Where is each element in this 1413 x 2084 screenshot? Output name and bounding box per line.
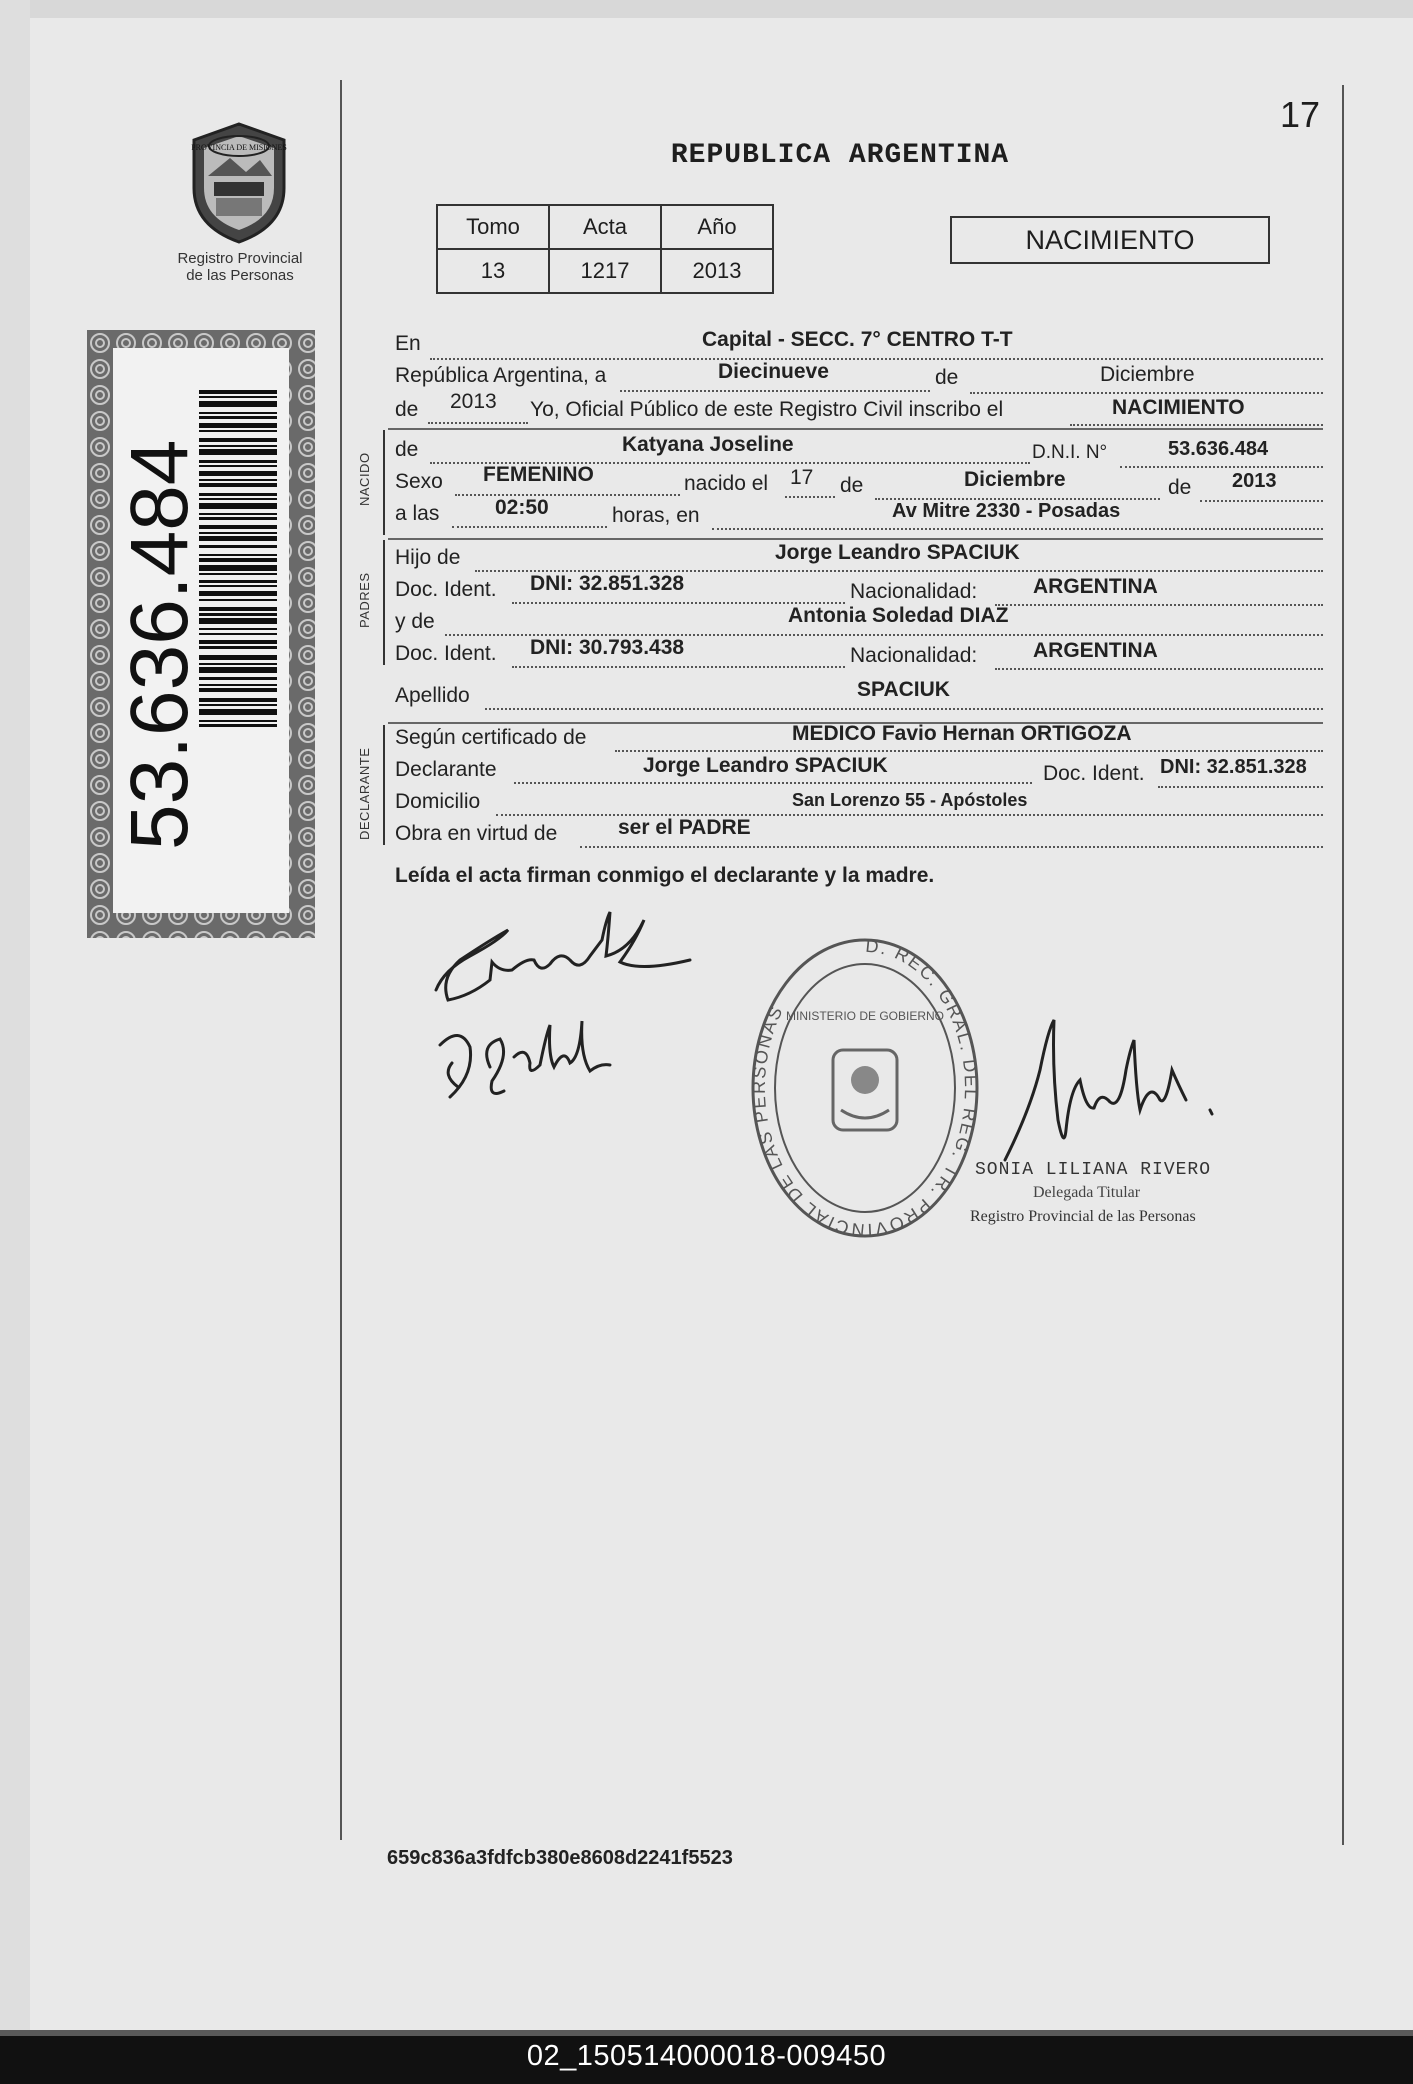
dotted-line bbox=[1158, 786, 1323, 788]
dotted-line bbox=[995, 604, 1323, 606]
section-label-nacido: NACIDO bbox=[357, 452, 372, 506]
value-mother: Antonia Soledad DIAZ bbox=[788, 604, 1009, 627]
dotted-line bbox=[1200, 500, 1323, 502]
label-declarante: Declarante bbox=[395, 758, 497, 781]
barcode-bar bbox=[199, 599, 277, 601]
barcode-bar bbox=[199, 449, 277, 455]
barcode-bar bbox=[199, 628, 277, 630]
barcode-bar bbox=[199, 667, 277, 673]
barcode-bar bbox=[199, 423, 277, 428]
value-dni: 53.636.484 bbox=[1168, 438, 1269, 460]
label-hijo-de: Hijo de bbox=[395, 546, 461, 569]
label-nacionalidad-mother: Nacionalidad: bbox=[850, 644, 978, 667]
label-horas: horas, en bbox=[612, 504, 700, 527]
registry-header-acta: Acta bbox=[549, 205, 661, 249]
label-sexo: Sexo bbox=[395, 470, 443, 493]
dotted-line bbox=[514, 782, 1032, 784]
value-mother-nat: ARGENTINA bbox=[1033, 639, 1158, 662]
side-barcode-panel bbox=[87, 330, 315, 938]
value-father: Jorge Leandro SPACIUK bbox=[775, 541, 1020, 564]
label-year-prefix: de bbox=[395, 398, 419, 421]
barcode-bar bbox=[199, 445, 277, 447]
value-year: 2013 bbox=[450, 390, 497, 413]
label-oficial: Yo, Oficial Público de este Registro Civil inscribo el bbox=[530, 398, 1004, 421]
registry-header-ano: Año bbox=[661, 205, 773, 249]
barcode-bar bbox=[199, 720, 277, 722]
dotted-line bbox=[970, 392, 1323, 394]
barcode-bar bbox=[199, 655, 277, 660]
official-name: SONIA LILIANA RIVERO bbox=[975, 1160, 1212, 1180]
barcode-bar bbox=[199, 677, 277, 680]
barcode-bar bbox=[199, 503, 277, 509]
page-number: 17 bbox=[1280, 94, 1321, 135]
stamp-ring-text: D. REC. GRAL. DEL REG. TR. PROVINCIAL DE LAS PERSONAS bbox=[748, 935, 982, 1241]
registry-table bbox=[436, 204, 774, 294]
barcode-bar bbox=[199, 412, 277, 414]
stamp-inner-text: MINISTERIO DE GOBIERNO bbox=[785, 1009, 945, 1023]
dotted-line bbox=[615, 750, 1323, 752]
logo-seal-text: PROVINCIA DE MISIONES bbox=[191, 143, 287, 152]
logo-caption-line1: Registro Provincial bbox=[177, 250, 303, 267]
barcode-bar bbox=[199, 565, 277, 571]
label-de-2: de bbox=[840, 474, 864, 497]
barcode-bar bbox=[199, 688, 277, 692]
label-nacido-el: nacido el bbox=[684, 472, 769, 495]
barcode-bar bbox=[199, 498, 277, 500]
dotted-line bbox=[620, 390, 930, 392]
dotted-line bbox=[580, 846, 1323, 848]
label-a-las: a las bbox=[395, 502, 440, 525]
declarant-signature bbox=[430, 900, 700, 1020]
label-nacionalidad-father: Nacionalidad: bbox=[850, 580, 978, 603]
label-republica: República Argentina, a bbox=[395, 364, 607, 387]
dotted-line bbox=[712, 528, 1323, 530]
barcode-bar bbox=[199, 704, 277, 706]
label-nacido-de: de bbox=[395, 438, 419, 461]
dotted-line bbox=[485, 708, 1323, 710]
province-logo bbox=[180, 118, 298, 248]
dotted-line bbox=[995, 668, 1323, 670]
label-de: de bbox=[935, 366, 959, 389]
registry-table-header bbox=[437, 205, 773, 249]
document-title: REPUBLICA ARGENTINA bbox=[670, 140, 1010, 171]
value-father-doc: DNI: 32.851.328 bbox=[530, 572, 685, 595]
closing-statement: Leída el acta firman conmigo el declarante y la madre. bbox=[395, 864, 935, 887]
barcode-bar bbox=[199, 483, 277, 487]
barcode-bar bbox=[199, 465, 277, 467]
value-sexo: FEMENINO bbox=[483, 463, 594, 486]
barcode-bar bbox=[199, 646, 277, 649]
value-obra: ser el PADRE bbox=[618, 816, 751, 839]
separator-2 bbox=[388, 538, 1323, 540]
value-event: NACIMIENTO bbox=[1112, 396, 1245, 419]
official-signature bbox=[1000, 1010, 1250, 1170]
official-office: Registro Provincial de las Personas bbox=[970, 1208, 1196, 1225]
barcode-number: 53.636.484 bbox=[114, 439, 205, 850]
mother-signature bbox=[430, 1005, 630, 1105]
barcode-bar bbox=[199, 390, 277, 394]
barcode-bar bbox=[199, 580, 277, 583]
barcode-bar bbox=[199, 558, 277, 562]
label-en: En bbox=[395, 332, 421, 355]
barcode-bar bbox=[199, 663, 277, 665]
value-declarante: Jorge Leandro SPACIUK bbox=[643, 754, 888, 777]
barcode-bar bbox=[199, 517, 277, 520]
value-time: 02:50 bbox=[495, 496, 549, 519]
dotted-line bbox=[452, 526, 607, 528]
left-frame-line bbox=[340, 80, 342, 1840]
barcode-bar bbox=[199, 607, 277, 611]
label-domicilio: Domicilio bbox=[395, 790, 481, 813]
barcode-bar bbox=[199, 536, 277, 541]
barcode-bar bbox=[199, 430, 277, 432]
value-birth-year: 2013 bbox=[1232, 470, 1277, 492]
barcode-bar bbox=[199, 613, 277, 616]
footer-file-id: 02_150514000018-009450 bbox=[526, 2040, 887, 2072]
value-place: Capital - SECC. 7° CENTRO T-T bbox=[702, 328, 1013, 351]
section-label-declarante: DECLARANTE bbox=[357, 747, 372, 840]
barcode-bar bbox=[199, 709, 277, 715]
barcode-bar bbox=[199, 554, 277, 556]
registry-header-tomo: Tomo bbox=[437, 205, 549, 249]
value-father-nat: ARGENTINA bbox=[1033, 575, 1158, 598]
barcode-bar bbox=[199, 698, 277, 702]
logo-caption-line2: de las Personas bbox=[186, 267, 294, 284]
barcode-bar bbox=[199, 416, 277, 419]
value-declarante-doc: DNI: 32.851.328 bbox=[1160, 756, 1307, 778]
label-de-3: de bbox=[1168, 476, 1192, 499]
section-label-padres: PADRES bbox=[357, 572, 372, 628]
dotted-line bbox=[785, 496, 835, 498]
barcode-bar bbox=[199, 493, 277, 496]
barcode-bar bbox=[199, 396, 277, 398]
label-obra: Obra en virtud de bbox=[395, 822, 558, 845]
value-birth-place: Av Mitre 2330 - Posadas bbox=[892, 500, 1121, 522]
barcode-bar bbox=[199, 532, 277, 534]
logo-caption bbox=[160, 250, 320, 284]
value-mother-doc: DNI: 30.793.438 bbox=[530, 636, 685, 659]
label-doc-ident-declarante: Doc. Ident. bbox=[1043, 762, 1145, 785]
label-apellido: Apellido bbox=[395, 684, 470, 707]
dotted-line bbox=[512, 666, 845, 668]
barcode-bar bbox=[199, 591, 277, 596]
nacido-bracket bbox=[383, 430, 385, 535]
barcode-bar bbox=[199, 513, 277, 515]
page-top-edge bbox=[0, 0, 1413, 18]
dotted-line bbox=[455, 494, 680, 496]
barcode-bar bbox=[199, 545, 277, 548]
record-type-box: NACIMIENTO bbox=[950, 216, 1270, 264]
right-frame-line bbox=[1342, 85, 1344, 1845]
label-y-de: y de bbox=[395, 610, 435, 633]
barcode-bar bbox=[199, 438, 277, 442]
separator-1 bbox=[388, 428, 1323, 430]
barcode-bar bbox=[199, 640, 277, 644]
document-hash: 659c836a3fdfcb380e8608d2241f5523 bbox=[387, 1847, 733, 1869]
value-day: Diecinueve bbox=[718, 360, 829, 383]
value-apellido: SPACIUK bbox=[857, 678, 950, 701]
barcode-bar bbox=[199, 479, 277, 481]
barcode-bar bbox=[199, 618, 277, 624]
page-left-edge bbox=[0, 0, 30, 2030]
registry-value-ano: 2013 bbox=[661, 249, 773, 293]
padres-bracket bbox=[383, 540, 385, 665]
official-title: Delegada Titular bbox=[1033, 1184, 1141, 1201]
value-birth-day: 17 bbox=[790, 466, 814, 489]
value-birth-month: Diciembre bbox=[964, 468, 1066, 491]
barcode-bar bbox=[199, 684, 277, 686]
label-certificado: Según certificado de bbox=[395, 726, 587, 749]
value-name: Katyana Joseline bbox=[622, 433, 794, 456]
registry-table-values bbox=[437, 249, 773, 293]
label-dni: D.N.I. N° bbox=[1032, 442, 1108, 463]
value-month: Diciembre bbox=[1100, 363, 1195, 386]
barcode-bar bbox=[199, 633, 277, 635]
dotted-line bbox=[430, 358, 1323, 360]
label-doc-ident-father: Doc. Ident. bbox=[395, 578, 497, 601]
value-domicilio: San Lorenzo 55 - Apóstoles bbox=[792, 790, 1028, 810]
label-doc-ident-mother: Doc. Ident. bbox=[395, 642, 497, 665]
barcode-bar bbox=[199, 585, 277, 587]
barcode-bar bbox=[199, 525, 277, 529]
dotted-line bbox=[1120, 466, 1323, 468]
dotted-line bbox=[428, 422, 528, 424]
registry-value-acta: 1217 bbox=[549, 249, 661, 293]
declarante-bracket bbox=[383, 725, 385, 845]
dotted-line bbox=[1070, 424, 1323, 426]
barcode-bar bbox=[199, 573, 277, 575]
registry-value-tomo: 13 bbox=[437, 249, 549, 293]
official-stamp bbox=[745, 930, 985, 1246]
barcode-bar bbox=[199, 724, 277, 727]
barcode-bar bbox=[199, 401, 277, 407]
value-certificado: MEDICO Favio Hernan ORTIGOZA bbox=[792, 722, 1132, 745]
barcode-bar bbox=[199, 471, 277, 476]
barcode-bar bbox=[199, 460, 277, 463]
